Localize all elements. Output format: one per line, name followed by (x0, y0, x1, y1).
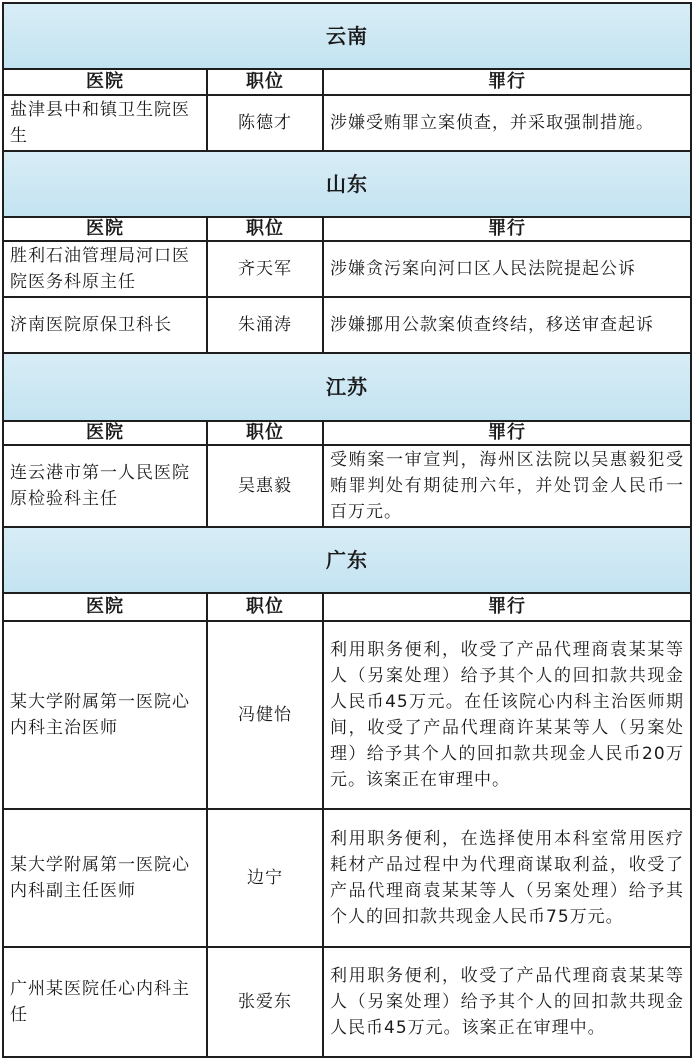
header-position: 职位 (207, 217, 323, 241)
hospital-cell: 连云港市第一人民医院原检验科主任 (3, 445, 207, 527)
hospital-cell: 广州某医院任心内科主任 (3, 947, 207, 1057)
table-row (3, 947, 691, 1057)
province-row-jiangsu (3, 353, 691, 421)
table-header-row (3, 69, 691, 95)
crime-cell: 利用职务便利，收受了产品代理商袁某某等人（另案处理）给予其个人的回扣款共现金人民币45万元。该案正在审理中。 (323, 947, 691, 1057)
header-hospital: 医院 (3, 421, 207, 445)
hospital-cell: 某大学附属第一医院心内科副主任医师 (3, 809, 207, 947)
name-cell: 边宁 (207, 809, 323, 947)
header-hospital: 医院 (3, 217, 207, 241)
province-row-shandong (3, 151, 691, 217)
province-title: 广东 (3, 527, 691, 593)
crime-cell: 利用职务便利，收受了产品代理商袁某某等人（另案处理）给予其个人的回扣款共现金人民币45万元。在任该院心内科主治医师期间，收受了产品代理商许某某等人（另案处理）给予其个人的回扣款共现金人民币20万元。该案正在审理中。 (323, 621, 691, 809)
province-title: 山东 (3, 151, 691, 217)
header-crime: 罪行 (323, 217, 691, 241)
hospital-cell: 胜利石油管理局河口医院医务科原主任 (3, 241, 207, 297)
crime-cell: 受贿案一审宣判，海州区法院以吴惠毅犯受贿罪判处有期徒刑六年，并处罚金人民币一百万元。 (323, 445, 691, 527)
crime-cell: 利用职务便利，在选择使用本科室常用医疗耗材产品过程中为代理商谋取利益，收受了产品代理商袁某某等人（另案处理）给予其个人的回扣款共现金人民币75万元。 (323, 809, 691, 947)
name-cell: 张爱东 (207, 947, 323, 1057)
table-row (3, 445, 691, 527)
crime-cell: 涉嫌挪用公款案侦查终结，移送审查起诉 (323, 297, 691, 353)
cases-table (2, 2, 692, 1058)
header-position: 职位 (207, 421, 323, 445)
header-crime: 罪行 (323, 421, 691, 445)
province-row-guangdong (3, 527, 691, 593)
table-row (3, 95, 691, 151)
table-row (3, 621, 691, 809)
header-crime: 罪行 (323, 593, 691, 621)
header-hospital: 医院 (3, 69, 207, 95)
name-cell: 吴惠毅 (207, 445, 323, 527)
name-cell: 朱涌涛 (207, 297, 323, 353)
header-crime: 罪行 (323, 69, 691, 95)
header-hospital: 医院 (3, 593, 207, 621)
hospital-cell: 济南医院原保卫科长 (3, 297, 207, 353)
table-row (3, 241, 691, 297)
table-header-row (3, 421, 691, 445)
province-title: 江苏 (3, 353, 691, 421)
header-position: 职位 (207, 69, 323, 95)
table-header-row (3, 217, 691, 241)
hospital-cell: 盐津县中和镇卫生院医生 (3, 95, 207, 151)
crime-cell: 涉嫌受贿罪立案侦查，并采取强制措施。 (323, 95, 691, 151)
hospital-cell: 某大学附属第一医院心内科主治医师 (3, 621, 207, 809)
name-cell: 陈德才 (207, 95, 323, 151)
province-row-yunnan (3, 3, 691, 69)
province-title: 云南 (3, 3, 691, 69)
header-position: 职位 (207, 593, 323, 621)
table-row (3, 809, 691, 947)
crime-cell: 涉嫌贪污案向河口区人民法院提起公诉 (323, 241, 691, 297)
name-cell: 冯健怡 (207, 621, 323, 809)
name-cell: 齐天军 (207, 241, 323, 297)
table-row (3, 297, 691, 353)
table-header-row (3, 593, 691, 621)
